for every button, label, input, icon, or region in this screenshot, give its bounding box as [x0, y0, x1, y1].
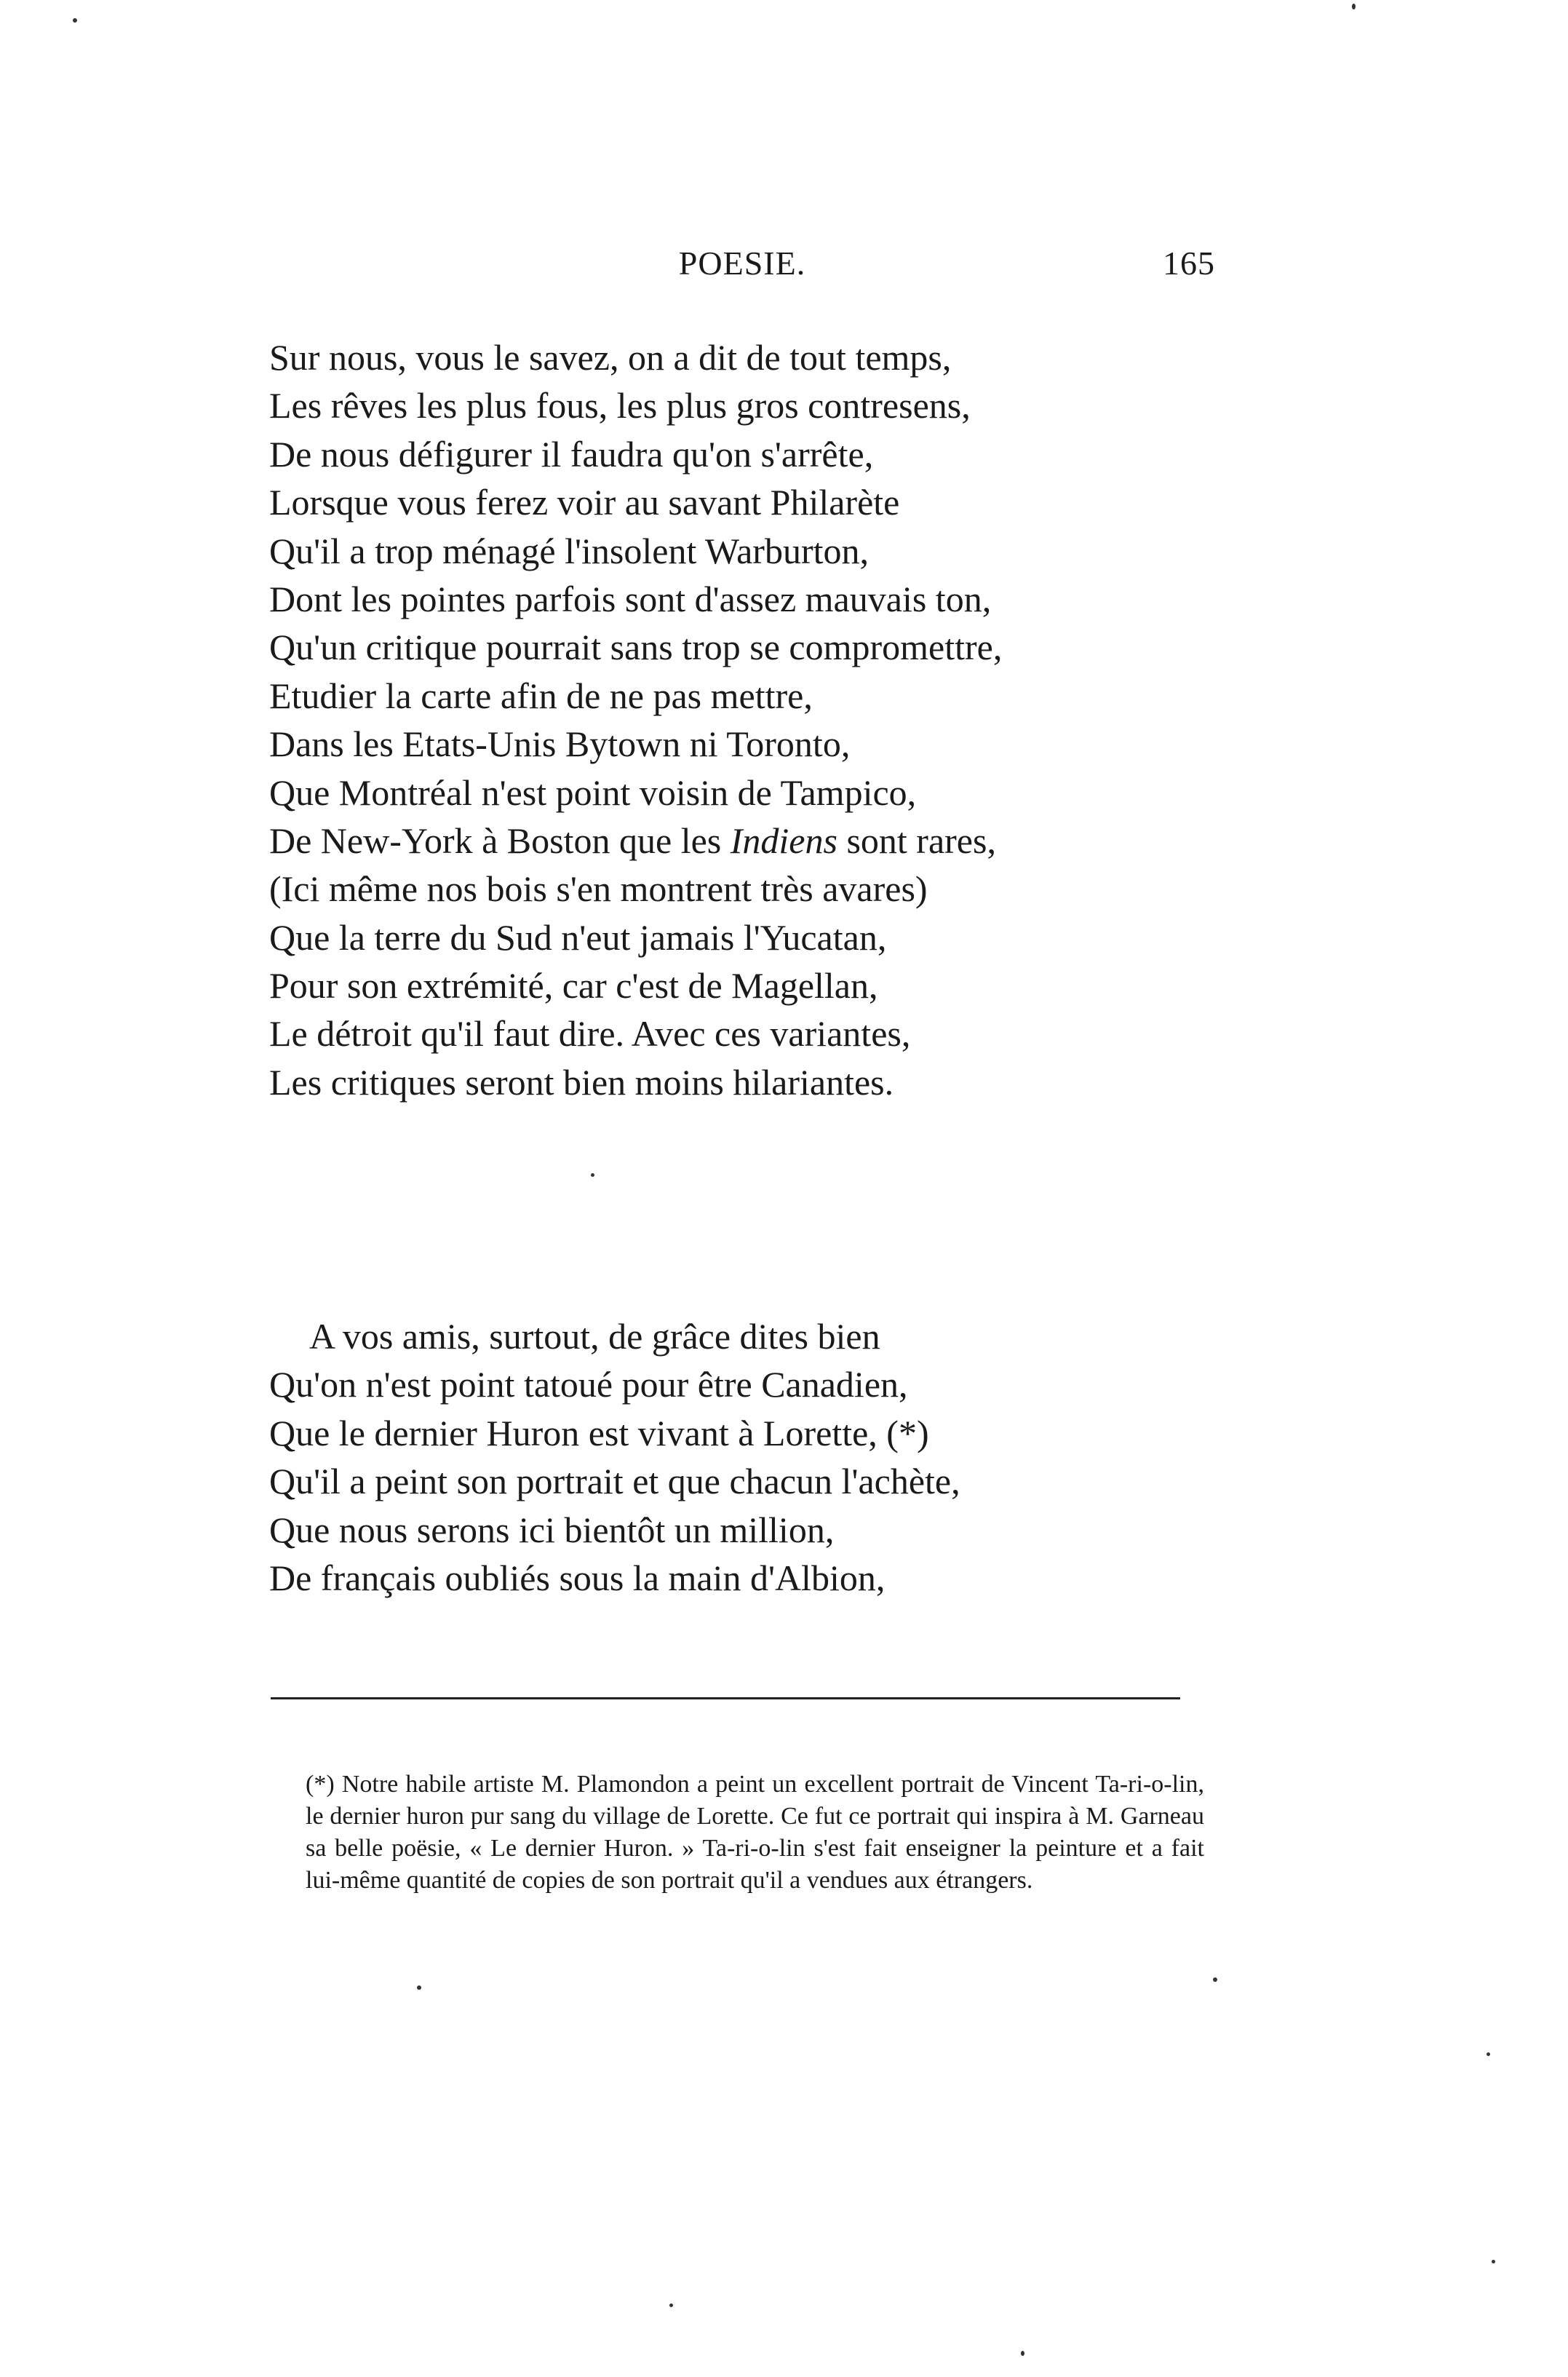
- footnote: [266, 1769, 1204, 1897]
- footnote-rule: [271, 1697, 1180, 1699]
- verse-line: A vos amis, surtout, de grâce dites bien: [309, 1316, 880, 1357]
- verse-line: Que nous serons ici bientôt un million,: [269, 1509, 835, 1550]
- verse-line: Dans les Etats-Unis Bytown ni Toronto,: [269, 723, 851, 765]
- print-speck: [1021, 2351, 1024, 2356]
- print-speck: [1213, 1977, 1217, 1982]
- verse-line: Les rêves les plus fous, les plus gros contresens,: [269, 385, 971, 426]
- footnote-text: (*) Notre habile artiste M. Plamondon a peint un excellent portrait de Vincent Ta-ri-o-lin, le dernier huron pur sang du village de Lorette. Ce fut ce portrait qui inspira à M. Garneau sa belle poësie, « Le dernier Huron. » Ta-ri-o-lin s'est fait enseigner la peinture et a fait lui-même quantité de copies de son portrait qu'il a vendues aux étrangers.: [306, 1771, 1204, 1894]
- verse-line: Le détroit qu'il faut dire. Avec ces variantes,: [269, 1013, 911, 1055]
- verse-line: (Ici même nos bois s'en montrent très avares): [269, 868, 928, 910]
- verse-line: Pour son extrémité, car c'est de Magellan,: [269, 965, 878, 1007]
- verse-line: De français oubliés sous la main d'Albion,: [269, 1557, 886, 1598]
- print-speck: [73, 18, 77, 23]
- verse-line: Qu'il a peint son portrait et que chacun l'achète,: [269, 1461, 960, 1502]
- verse-line: Lorsque vous ferez voir au savant Philarète: [269, 482, 900, 523]
- print-speck: [669, 2303, 673, 2307]
- verse-line: Les critiques seront bien moins hilariantes.: [269, 1061, 894, 1103]
- stanza-2: [269, 1312, 1215, 1602]
- verse-line: Etudier la carte afin de ne pas mettre,: [269, 675, 813, 716]
- verse-segment: sont rares,: [837, 820, 996, 861]
- verse-line: De nous défigurer il faudra qu'on s'arrête,: [269, 433, 874, 475]
- verse-line: Qu'on n'est point tatoué pour être Canadien,: [269, 1364, 908, 1405]
- verse-italic-word: Indiens: [730, 820, 837, 861]
- verse-line: Qu'il a trop ménagé l'insolent Warburton,: [269, 530, 869, 571]
- print-speck: [1492, 2260, 1495, 2263]
- page-number: 165: [1163, 245, 1215, 282]
- verse-line: Que Montréal n'est point voisin de Tampico,: [269, 771, 917, 813]
- verse-line: Dont les pointes parfois sont d'assez mauvais ton,: [269, 578, 992, 619]
- verse-line: Que la terre du Sud n'eut jamais l'Yucatan,: [269, 916, 887, 958]
- verse-line: [269, 817, 1215, 865]
- print-speck: [591, 1173, 594, 1177]
- stanza-1: [269, 333, 1215, 1106]
- verse-segment: De New-York à Boston que les: [269, 820, 731, 861]
- verse-line: Que le dernier Huron est vivant à Lorette, (*): [269, 1412, 929, 1453]
- running-head: [269, 244, 1215, 287]
- running-title: POESIE.: [678, 245, 806, 282]
- verse-line: Sur nous, vous le savez, on a dit de tout temps,: [269, 337, 952, 378]
- print-speck: [1487, 2052, 1490, 2056]
- verse-line: Qu'un critique pourrait sans trop se compromettre,: [269, 627, 1003, 668]
- print-speck: [417, 1985, 421, 1990]
- print-speck: [1352, 4, 1356, 9]
